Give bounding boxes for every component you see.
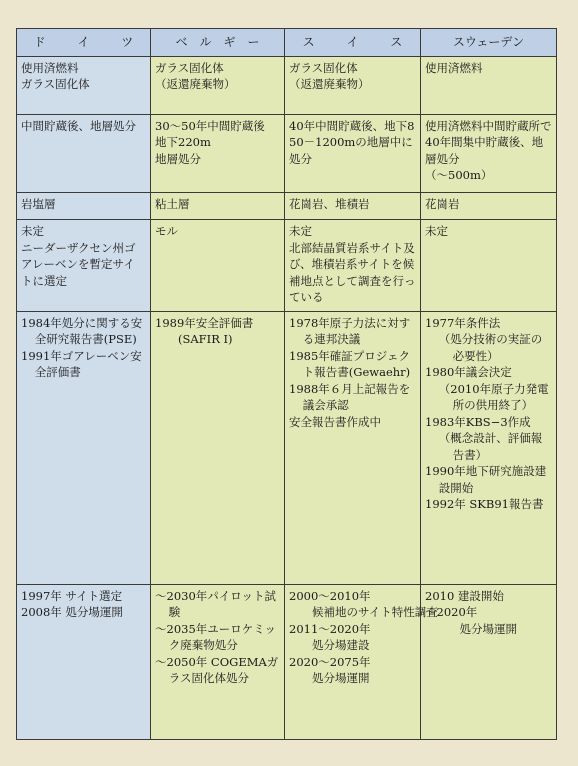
history-entry: 1991年ゴアレーベン安全評価書 bbox=[21, 348, 142, 380]
text-line: （返還廃棄物） bbox=[289, 77, 370, 92]
history-entry: 1985年確証プロジェクト報告書(Gewaehr) bbox=[289, 348, 411, 380]
plan-entry: ～2035年ユーロケミック廃棄物処分 bbox=[155, 621, 277, 653]
history-entry: 1983年KBS−3作成 bbox=[425, 414, 531, 429]
text-line: 2011～2020年 bbox=[289, 621, 371, 636]
cell-germany-waste bbox=[17, 56, 151, 114]
cell-sweden-geology: 花崗岩 bbox=[421, 193, 557, 220]
history-entry: 1988年６月上記報告を議会承認 bbox=[289, 381, 411, 413]
cell-switzerland-geology: 花崗岩、堆積岩 bbox=[285, 193, 421, 220]
row-geology bbox=[17, 193, 557, 220]
history-entry: 安全報告書作成中 bbox=[289, 414, 381, 429]
row-history bbox=[17, 311, 557, 584]
text-line: 処分場建設 bbox=[312, 638, 370, 653]
history-entry: 1980年議会決定 bbox=[425, 365, 512, 380]
text-line: 使用済燃料 bbox=[21, 60, 79, 75]
text-line: 1997年 サイト選定 bbox=[21, 588, 123, 603]
text-line: 地層処分 bbox=[155, 151, 201, 166]
text-block: ニーダーザクセン州ゴアレーベンを暫定サイトに選定 bbox=[21, 240, 136, 288]
text-line: 処分場運開 bbox=[312, 671, 370, 686]
header-sweden: スウェーデン bbox=[421, 29, 557, 57]
cell-germany-history bbox=[17, 311, 151, 584]
cell-switzerland-site bbox=[285, 220, 421, 312]
cell-belgium-geology: 粘土層 bbox=[151, 193, 285, 220]
history-entry: 1978年原子力法に対する連邦決議 bbox=[289, 315, 411, 347]
history-note: （処分技術の実証の必要性） bbox=[438, 332, 543, 363]
text-line: 2010 建設開始 bbox=[425, 588, 504, 603]
text-line: 地下220m bbox=[155, 135, 211, 150]
text-block: 北部結晶質岩系サイト及び、堆積岩系サイトを候補地点として調査を行っている bbox=[289, 240, 416, 305]
cell-belgium-plan bbox=[151, 584, 285, 739]
cell-switzerland-disposal bbox=[285, 114, 421, 193]
text-line: ガラス固化体 bbox=[155, 60, 224, 75]
row-site bbox=[17, 220, 557, 312]
history-entry: 1977年条件法 bbox=[425, 315, 501, 330]
text-line: ガラス固化体 bbox=[289, 60, 358, 75]
text-line: 候補地のサイト特性調査 bbox=[312, 605, 438, 620]
text-line: 使用済燃料 bbox=[425, 60, 483, 75]
history-entry: 1990年地下研究施設建設開始 bbox=[425, 464, 547, 495]
text-block: 40年中間貯蔵後、地下850－1200mの地層中に処分 bbox=[289, 118, 415, 166]
text-line: 1989年安全評価書 bbox=[155, 315, 254, 330]
history-entry: 1992年 SKB91報告書 bbox=[425, 497, 544, 512]
header-row bbox=[17, 29, 557, 57]
text-line: 2000～2010年 bbox=[289, 588, 371, 603]
history-note: （概念設計、評価報告書） bbox=[438, 431, 543, 462]
text-line: 未定 bbox=[21, 224, 44, 239]
text-line: ガラス固化体 bbox=[21, 77, 90, 92]
cell-belgium-history bbox=[151, 311, 285, 584]
row-plan bbox=[17, 584, 557, 739]
text-line: 処分場運開 bbox=[459, 621, 517, 636]
text-line: （返還廃棄物） bbox=[155, 77, 236, 92]
text-line: 30～50年中間貯蔵後 bbox=[155, 118, 265, 133]
cell-sweden-history bbox=[421, 311, 557, 584]
cell-switzerland-waste bbox=[285, 56, 421, 114]
text-line: （～500m） bbox=[425, 168, 493, 183]
cell-germany-geology: 岩塩層 bbox=[17, 193, 151, 220]
text-line: 2020～2075年 bbox=[289, 654, 371, 669]
text-line: ～2020年 bbox=[425, 605, 478, 620]
text-block: 使用済燃料中間貯蔵所で40年間集中貯蔵後、地層処分 bbox=[425, 118, 552, 166]
cell-belgium-disposal bbox=[151, 114, 285, 193]
header-belgium: ベルギー bbox=[151, 29, 285, 57]
cell-sweden-plan bbox=[421, 584, 557, 739]
header-switzerland: ス イ ス bbox=[285, 29, 421, 57]
plan-entry: ～2050年 COGEMAガラス固化体処分 bbox=[155, 654, 279, 686]
text-line: (SAFIR I) bbox=[178, 332, 233, 347]
cell-belgium-waste bbox=[151, 56, 285, 114]
text-block: 中間貯蔵後、地層処分 bbox=[21, 118, 136, 133]
text-line: 2008年 処分場運開 bbox=[21, 605, 123, 620]
cell-germany-site bbox=[17, 220, 151, 312]
disposal-comparison-table bbox=[16, 28, 557, 740]
history-note: （2010年原子力発電所の供用終了） bbox=[438, 381, 549, 413]
cell-switzerland-history bbox=[285, 311, 421, 584]
cell-sweden-site: 未定 bbox=[421, 220, 557, 312]
history-entry: 1984年処分に関する安全研究報告書(PSE) bbox=[21, 315, 143, 347]
plan-entry: ～2030年パイロット試験 bbox=[155, 588, 277, 620]
header-germany: ド イ ツ bbox=[17, 29, 151, 57]
cell-belgium-site: モル bbox=[151, 220, 285, 312]
cell-switzerland-plan bbox=[285, 584, 438, 739]
cell-germany-disposal bbox=[17, 114, 151, 193]
text-line: 未定 bbox=[289, 224, 312, 239]
row-waste-form bbox=[17, 56, 557, 114]
cell-sweden-disposal bbox=[421, 114, 557, 193]
cell-sweden-waste bbox=[421, 56, 557, 114]
cell-germany-plan bbox=[17, 584, 151, 739]
row-disposal-method bbox=[17, 114, 557, 193]
